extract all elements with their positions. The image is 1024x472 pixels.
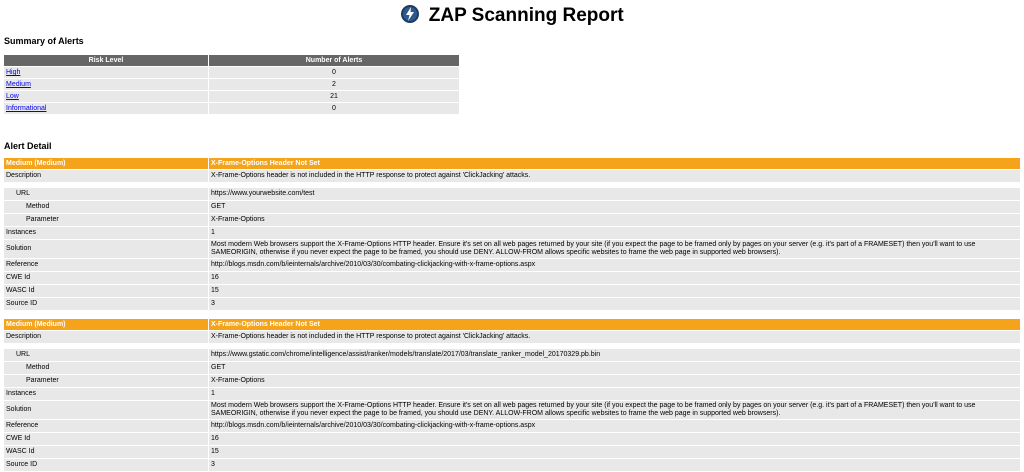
- alert-header-row: [4, 158, 1020, 169]
- summary-row: [4, 79, 459, 90]
- solution-row: [4, 240, 1020, 258]
- wasc-label: WASC Id: [4, 285, 208, 297]
- instances-row: [4, 388, 1020, 400]
- description-label: Description: [4, 331, 208, 343]
- source-value: 3: [209, 459, 1020, 471]
- risk-level-link-informational[interactable]: Informational: [6, 105, 47, 112]
- reference-value: http://blogs.msdn.com/b/ieinternals/archive/2010/03/30/combating-clickjacking-with-x-frame-options.aspx: [209, 420, 1020, 432]
- alert-risk: Medium (Medium): [4, 158, 208, 169]
- risk-level-link-low[interactable]: Low: [6, 93, 19, 100]
- reference-label: Reference: [4, 420, 208, 432]
- source-value: 3: [209, 298, 1020, 310]
- reference-value: http://blogs.msdn.com/b/ieinternals/archive/2010/03/30/combating-clickjacking-with-x-frame-options.aspx: [209, 259, 1020, 271]
- alert-count: 21: [209, 91, 459, 102]
- risk-level-column-header: Risk Level: [4, 55, 208, 66]
- wasc-label: WASC Id: [4, 446, 208, 458]
- method-row: [4, 201, 1020, 213]
- description-row: [4, 331, 1020, 343]
- summary-row: [4, 103, 459, 114]
- alert-count: 0: [209, 67, 459, 78]
- alert-detail-table: [3, 157, 1021, 311]
- url-row: [4, 188, 1020, 200]
- summary-heading: Summary of Alerts: [4, 36, 84, 46]
- description-label: Description: [4, 170, 208, 182]
- solution-value: Most modern Web browsers support the X-Frame-Options HTTP header. Ensure it's set on all web pages returned by your site (if you expect the page to be framed only by pages on your server (e.g. it's part of a FRAMESET) then you'll want to use SAMEORIGIN, otherwise if you never expect the page to be framed, you should use DENY. ALLOW-FROM allows specific websites to frame the web page in supported web browsers).: [209, 240, 1020, 258]
- number-of-alerts-column-header: Number of Alerts: [209, 55, 459, 66]
- alert-name: X-Frame-Options Header Not Set: [209, 319, 1020, 330]
- solution-value: Most modern Web browsers support the X-Frame-Options HTTP header. Ensure it's set on all web pages returned by your site (if you expect the page to be framed only by pages on your server (e.g. it's part of a FRAMESET) then you'll want to use SAMEORIGIN, otherwise if you never expect the page to be framed, you should use DENY. ALLOW-FROM allows specific websites to frame the web page in supported web browsers).: [209, 401, 1020, 419]
- description-value: X-Frame-Options header is not included in the HTTP response to protect against 'ClickJacking' attacks.: [209, 331, 1020, 343]
- description-row: [4, 170, 1020, 182]
- source-row: [4, 298, 1020, 310]
- source-label: Source ID: [4, 459, 208, 471]
- reference-row: [4, 259, 1020, 271]
- cwe-label: CWE Id: [4, 433, 208, 445]
- wasc-value: 15: [209, 285, 1020, 297]
- reference-label: Reference: [4, 259, 208, 271]
- zap-logo-icon: [400, 4, 420, 24]
- wasc-row: [4, 285, 1020, 297]
- report-header: [0, 4, 1024, 28]
- method-row: [4, 362, 1020, 374]
- summary-table: [3, 54, 460, 115]
- method-value: GET: [209, 201, 1020, 213]
- alert-risk: Medium (Medium): [4, 319, 208, 330]
- url-label: URL: [4, 188, 208, 200]
- url-row: [4, 349, 1020, 361]
- parameter-label: Parameter: [4, 375, 208, 387]
- wasc-value: 15: [209, 446, 1020, 458]
- instances-label: Instances: [4, 388, 208, 400]
- cwe-value: 16: [209, 272, 1020, 284]
- alert-count: 0: [209, 103, 459, 114]
- parameter-row: [4, 214, 1020, 226]
- instances-row: [4, 227, 1020, 239]
- instances-value: 1: [209, 388, 1020, 400]
- report-title: ZAP Scanning Report: [428, 5, 624, 26]
- cwe-value: 16: [209, 433, 1020, 445]
- method-label: Method: [4, 201, 208, 213]
- alert-count: 2: [209, 79, 459, 90]
- alert-detail-table: [3, 318, 1021, 472]
- solution-label: Solution: [4, 240, 208, 258]
- source-label: Source ID: [4, 298, 208, 310]
- wasc-row: [4, 446, 1020, 458]
- description-value: X-Frame-Options header is not included in the HTTP response to protect against 'ClickJacking' attacks.: [209, 170, 1020, 182]
- summary-row: [4, 67, 459, 78]
- cwe-row: [4, 272, 1020, 284]
- alert-name: X-Frame-Options Header Not Set: [209, 158, 1020, 169]
- source-row: [4, 459, 1020, 471]
- alert-detail-heading: Alert Detail: [4, 141, 52, 151]
- risk-level-link-medium[interactable]: Medium: [6, 81, 31, 88]
- url-value: https://www.gstatic.com/chrome/intelligence/assist/ranker/models/translate/2017/03/translate_ranker_model_20170329.pb.bin: [209, 349, 1020, 361]
- reference-row: [4, 420, 1020, 432]
- solution-row: [4, 401, 1020, 419]
- summary-row: [4, 91, 459, 102]
- cwe-label: CWE Id: [4, 272, 208, 284]
- url-value: https://www.yourwebsite.com/test: [209, 188, 1020, 200]
- instances-label: Instances: [4, 227, 208, 239]
- parameter-label: Parameter: [4, 214, 208, 226]
- summary-header-row: [4, 55, 459, 66]
- parameter-row: [4, 375, 1020, 387]
- method-value: GET: [209, 362, 1020, 374]
- cwe-row: [4, 433, 1020, 445]
- alert-header-row: [4, 319, 1020, 330]
- method-label: Method: [4, 362, 208, 374]
- instances-value: 1: [209, 227, 1020, 239]
- solution-label: Solution: [4, 401, 208, 419]
- parameter-value: X-Frame-Options: [209, 214, 1020, 226]
- url-label: URL: [4, 349, 208, 361]
- parameter-value: X-Frame-Options: [209, 375, 1020, 387]
- risk-level-link-high[interactable]: High: [6, 69, 21, 76]
